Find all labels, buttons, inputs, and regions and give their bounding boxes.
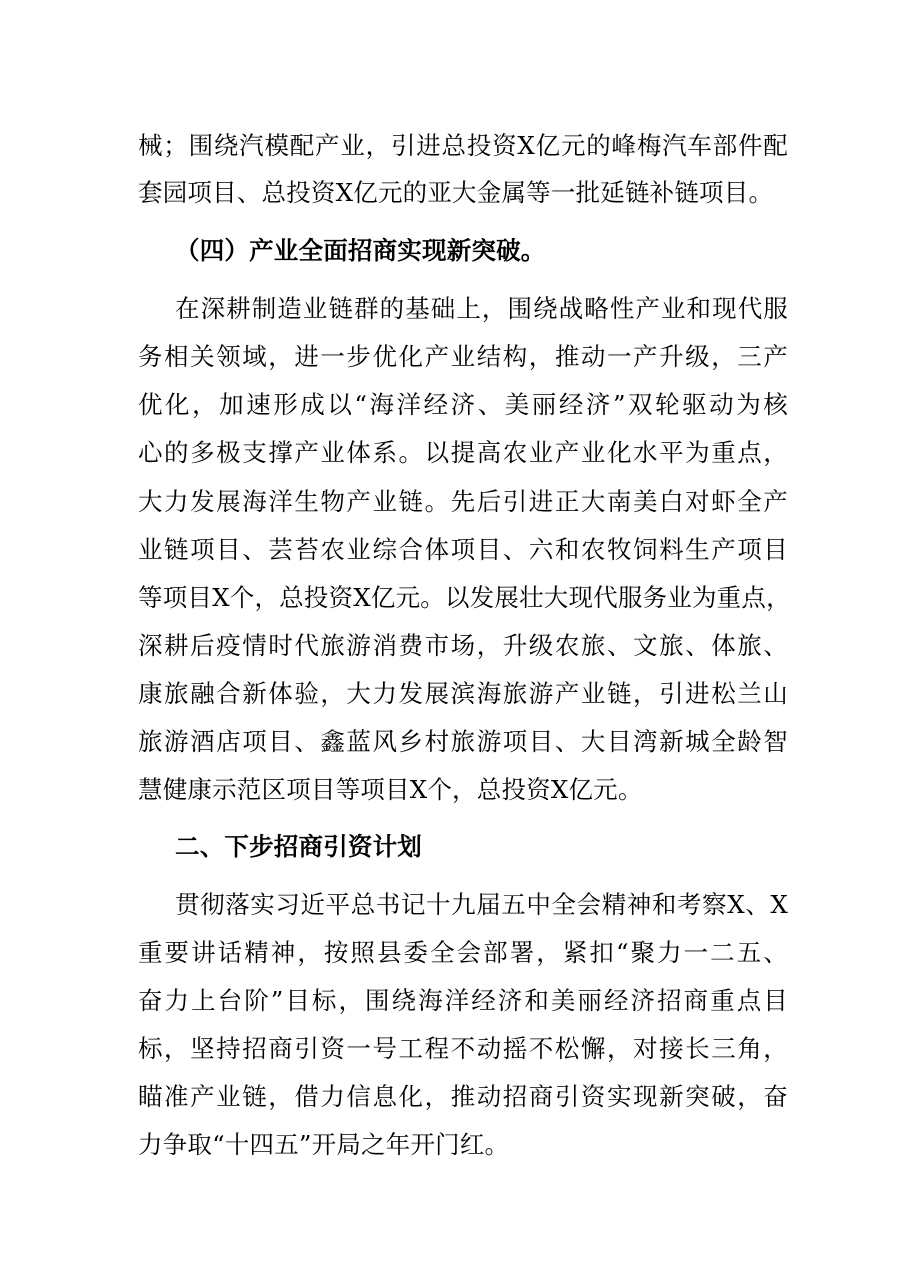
paragraph-line: 大力发展海洋生物产业链。先后引进正大南美白对虾全产 xyxy=(138,487,788,516)
paragraph-line: 力争取“十四五”开局之年开门红。 xyxy=(138,1130,510,1159)
paragraph-line: 慧健康示范区项目等项目X个，总投资X亿元。 xyxy=(138,775,643,804)
paragraph-line: 械；围绕汽模配产业，引进总投资X亿元的峰梅汽车部件配 xyxy=(138,131,788,160)
paragraph-line: 奋力上台阶”目标，围绕海洋经济和美丽经济招商重点目 xyxy=(138,986,788,1015)
paragraph-line: 贯彻落实习近平总书记十九届五中全会精神和考察X、X xyxy=(175,890,788,919)
paragraph-line: 重要讲话精神，按照县委全会部署，紧扣“聚力一二五、 xyxy=(138,938,788,967)
section-heading: 二、下步招商引资计划 xyxy=(175,832,422,861)
paragraph-line: 心的多极支撑产业体系。以提高农业产业化水平为重点， xyxy=(138,438,788,467)
paragraph-line: 康旅融合新体验，大力发展滨海旅游产业链，引进松兰山 xyxy=(138,679,788,708)
paragraph-line: 务相关领域，进一步优化产业结构，推动一产升级，三产 xyxy=(138,342,788,371)
paragraph-line: 套园项目、总投资X亿元的亚大金属等一批延链补链项目。 xyxy=(138,178,774,207)
section-heading: （四）产业全面招商实现新突破。 xyxy=(175,236,546,265)
paragraph-line: 标，坚持招商引资一号工程不动摇不松懈，对接长三角， xyxy=(138,1034,788,1063)
paragraph-line: 深耕后疫情时代旅游消费市场，升级农旅、文旅、体旅、 xyxy=(138,631,788,660)
paragraph-line: 瞄准产业链，借力信息化，推动招商引资实现新突破，奋 xyxy=(138,1082,788,1111)
paragraph-line: 等项目X个，总投资X亿元。以发展壮大现代服务业为重点， xyxy=(138,583,791,612)
paragraph-line: 业链项目、芸苔农业综合体项目、六和农牧饲料生产项目 xyxy=(138,535,788,564)
paragraph-line: 旅游酒店项目、鑫蓝风乡村旅游项目、大目湾新城全龄智 xyxy=(138,727,788,756)
paragraph-line: 在深耕制造业链群的基础上，围绕战略性产业和现代服 xyxy=(175,294,788,323)
paragraph-line: 优化，加速形成以“海洋经济、美丽经济”双轮驱动为核 xyxy=(138,390,788,419)
